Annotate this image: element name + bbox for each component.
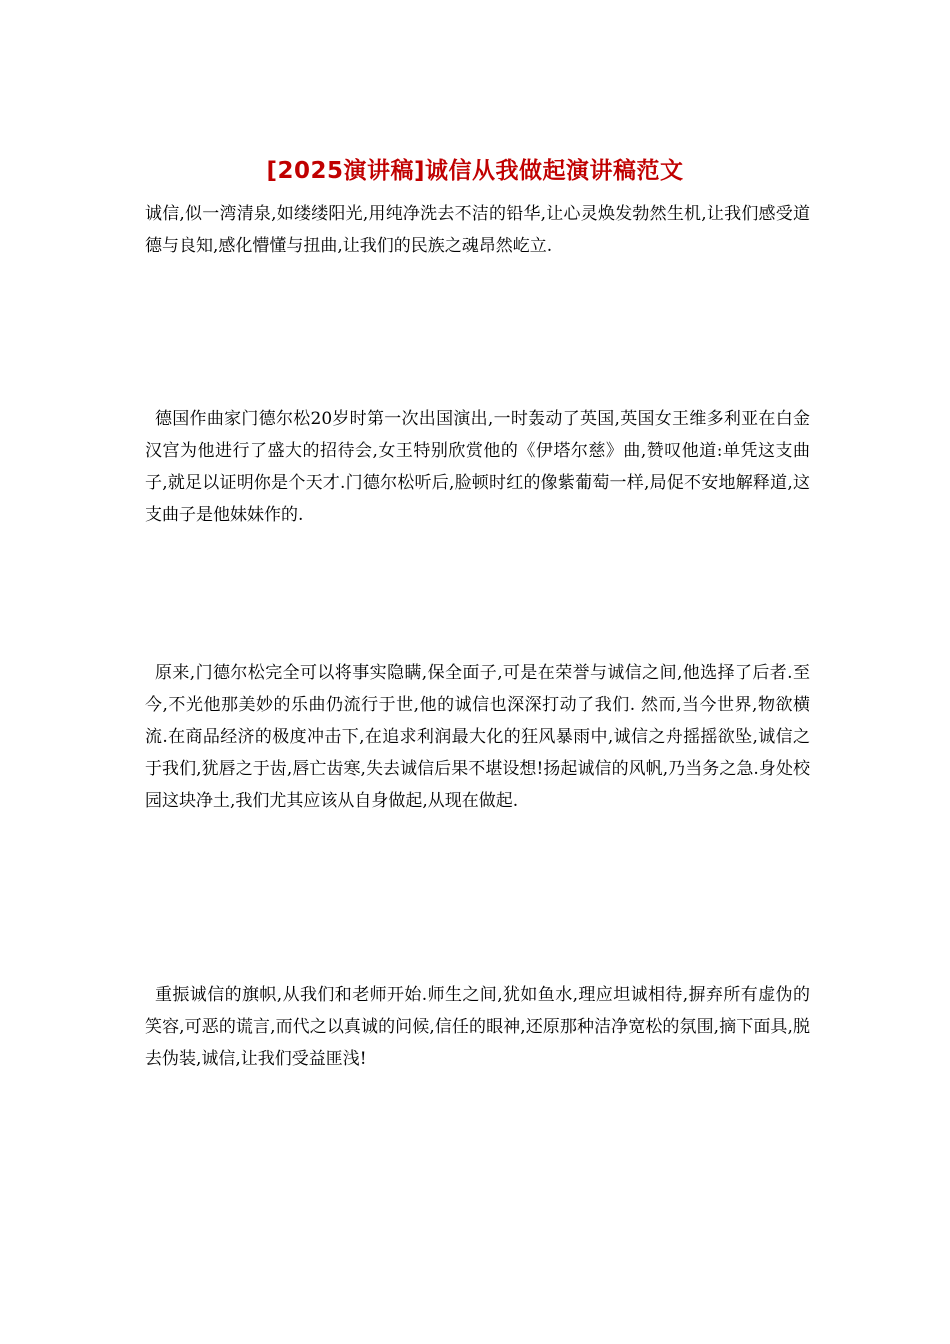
- paragraph-2: 德国作曲家门德尔松20岁时第一次出国演出,一时轰动了英国,英国女王维多利亚在白金汉宫为他进行了盛大的招待会,女王特别欣赏他的《伊塔尔慈》曲,赞叹他道:单凭这支曲子,就足以证明你是个天才.门德尔松听后,脸顿时红的像紫葡萄一样,局促不安地解释道,这支曲子是他妹妹作的.: [145, 409, 810, 525]
- paragraph-4: 重振诚信的旗帜,从我们和老师开始.师生之间,犹如鱼水,理应坦诚相待,摒弃所有虚伪的笑容,可恶的谎言,而代之以真诚的问候,信任的眼神,还原那种洁净宽松的氛围,摘下面具,脱去伪装,诚信,让我们受益匪浅!: [145, 985, 810, 1069]
- document-title: [2025演讲稿]诚信从我做起演讲稿范文: [266, 158, 684, 184]
- paragraph-1: 诚信,似一湾清泉,如缕缕阳光,用纯净洗去不洁的铅华,让心灵焕发勃然生机,让我们感受道德与良知,感化懵懂与扭曲,让我们的民族之魂昂然屹立.: [145, 204, 810, 256]
- paragraph-3: 原来,门德尔松完全可以将事实隐瞒,保全面子,可是在荣誉与诚信之间,他选择了后者.至今,不光他那美妙的乐曲仍流行于世,他的诚信也深深打动了我们. 然而,当今世界,物欲横流.在商品经济的极度冲击下,在追求利润最大化的狂风暴雨中,诚信之舟摇摇欲坠,诚信之于我们,犹唇之于齿,唇亡齿寒,失去诚信后果不堪设想!扬起诚信的风帆,乃当务之急.身处校园这块净土,我们尤其应该从自身做起,从现在做起.: [145, 663, 810, 811]
